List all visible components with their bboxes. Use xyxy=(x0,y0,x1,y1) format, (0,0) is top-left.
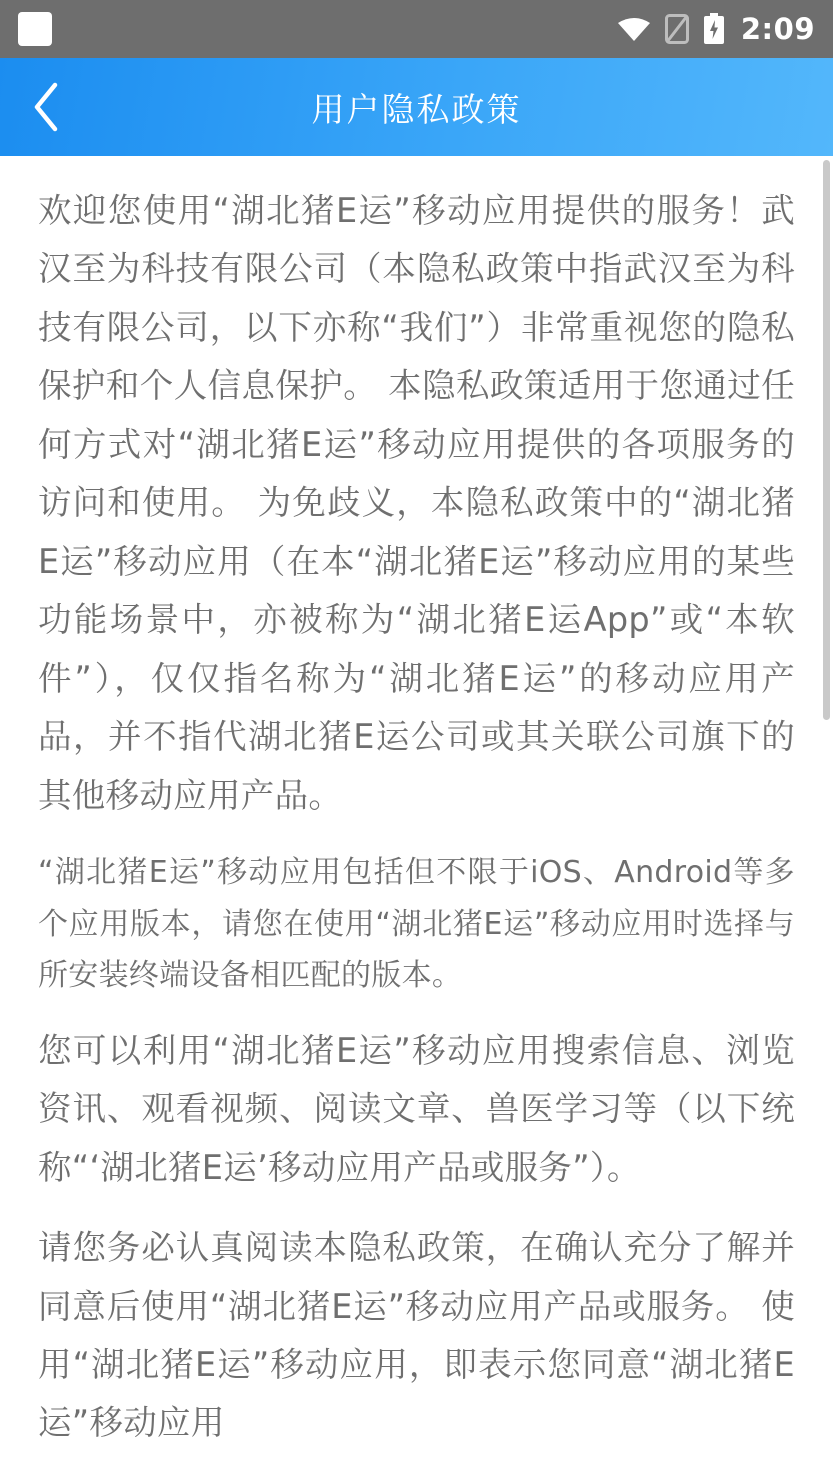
status-bar-clock: 2:09 xyxy=(740,12,815,46)
status-bar xyxy=(0,0,833,58)
policy-paragraph: 请您务必认真阅读本隐私政策，在确认充分了解并同意后使用“湖北猪E运”移动应用产品或服务。 使用“湖北猪E运”移动应用，即表示您同意“湖北猪E运”移动应用 xyxy=(38,1228,795,1443)
policy-paragraph: “湖北猪E运”移动应用包括但不限于iOS、Android等多个应用版本，请您在使用“湖北猪E运”移动应用时选择与所安装终端设备相匹配的版本。 xyxy=(38,854,795,994)
privacy-policy-body xyxy=(0,156,833,1453)
sim-card-icon xyxy=(665,14,689,44)
chevron-left-icon xyxy=(31,81,61,133)
back-button[interactable] xyxy=(0,58,92,156)
app-square-icon xyxy=(18,12,52,46)
page-title: 用户隐私政策 xyxy=(311,89,522,129)
app-bar xyxy=(0,58,833,156)
status-bar-left xyxy=(18,12,617,46)
vertical-scrollbar[interactable] xyxy=(823,160,830,720)
battery-charging-icon xyxy=(703,13,725,45)
status-bar-right xyxy=(617,12,815,46)
privacy-policy-scroll-area[interactable] xyxy=(0,156,833,1480)
policy-paragraph: 您可以利用“湖北猪E运”移动应用搜索信息、浏览资讯、观看视频、阅读文章、兽医学习等（以下统称“‘湖北猪E运’移动应用产品或服务”）。 xyxy=(38,1030,795,1187)
wifi-icon xyxy=(617,16,651,42)
policy-paragraph: 欢迎您使用“湖北猪E运”移动应用提供的服务！武汉至为科技有限公司（本隐私政策中指武汉至为科技有限公司，以下亦称“我们”）非常重视您的隐私保护和个人信息保护。 本隐私政策适用于您通过任何方式对“湖北猪E运”移动应用提供的各项服务的访问和使用。 为免歧义，本隐私政策中的“湖北猪E运”移动应用（在本“湖北猪E运”移动应用的某些功能场景中，亦被称为“湖北猪E运App”或“本软件”），仅仅指名称为“湖北猪E运”的移动应用产品，并不指代湖北猪E运公司或其关联公司旗下的其他移动应用产品。 xyxy=(38,191,795,815)
